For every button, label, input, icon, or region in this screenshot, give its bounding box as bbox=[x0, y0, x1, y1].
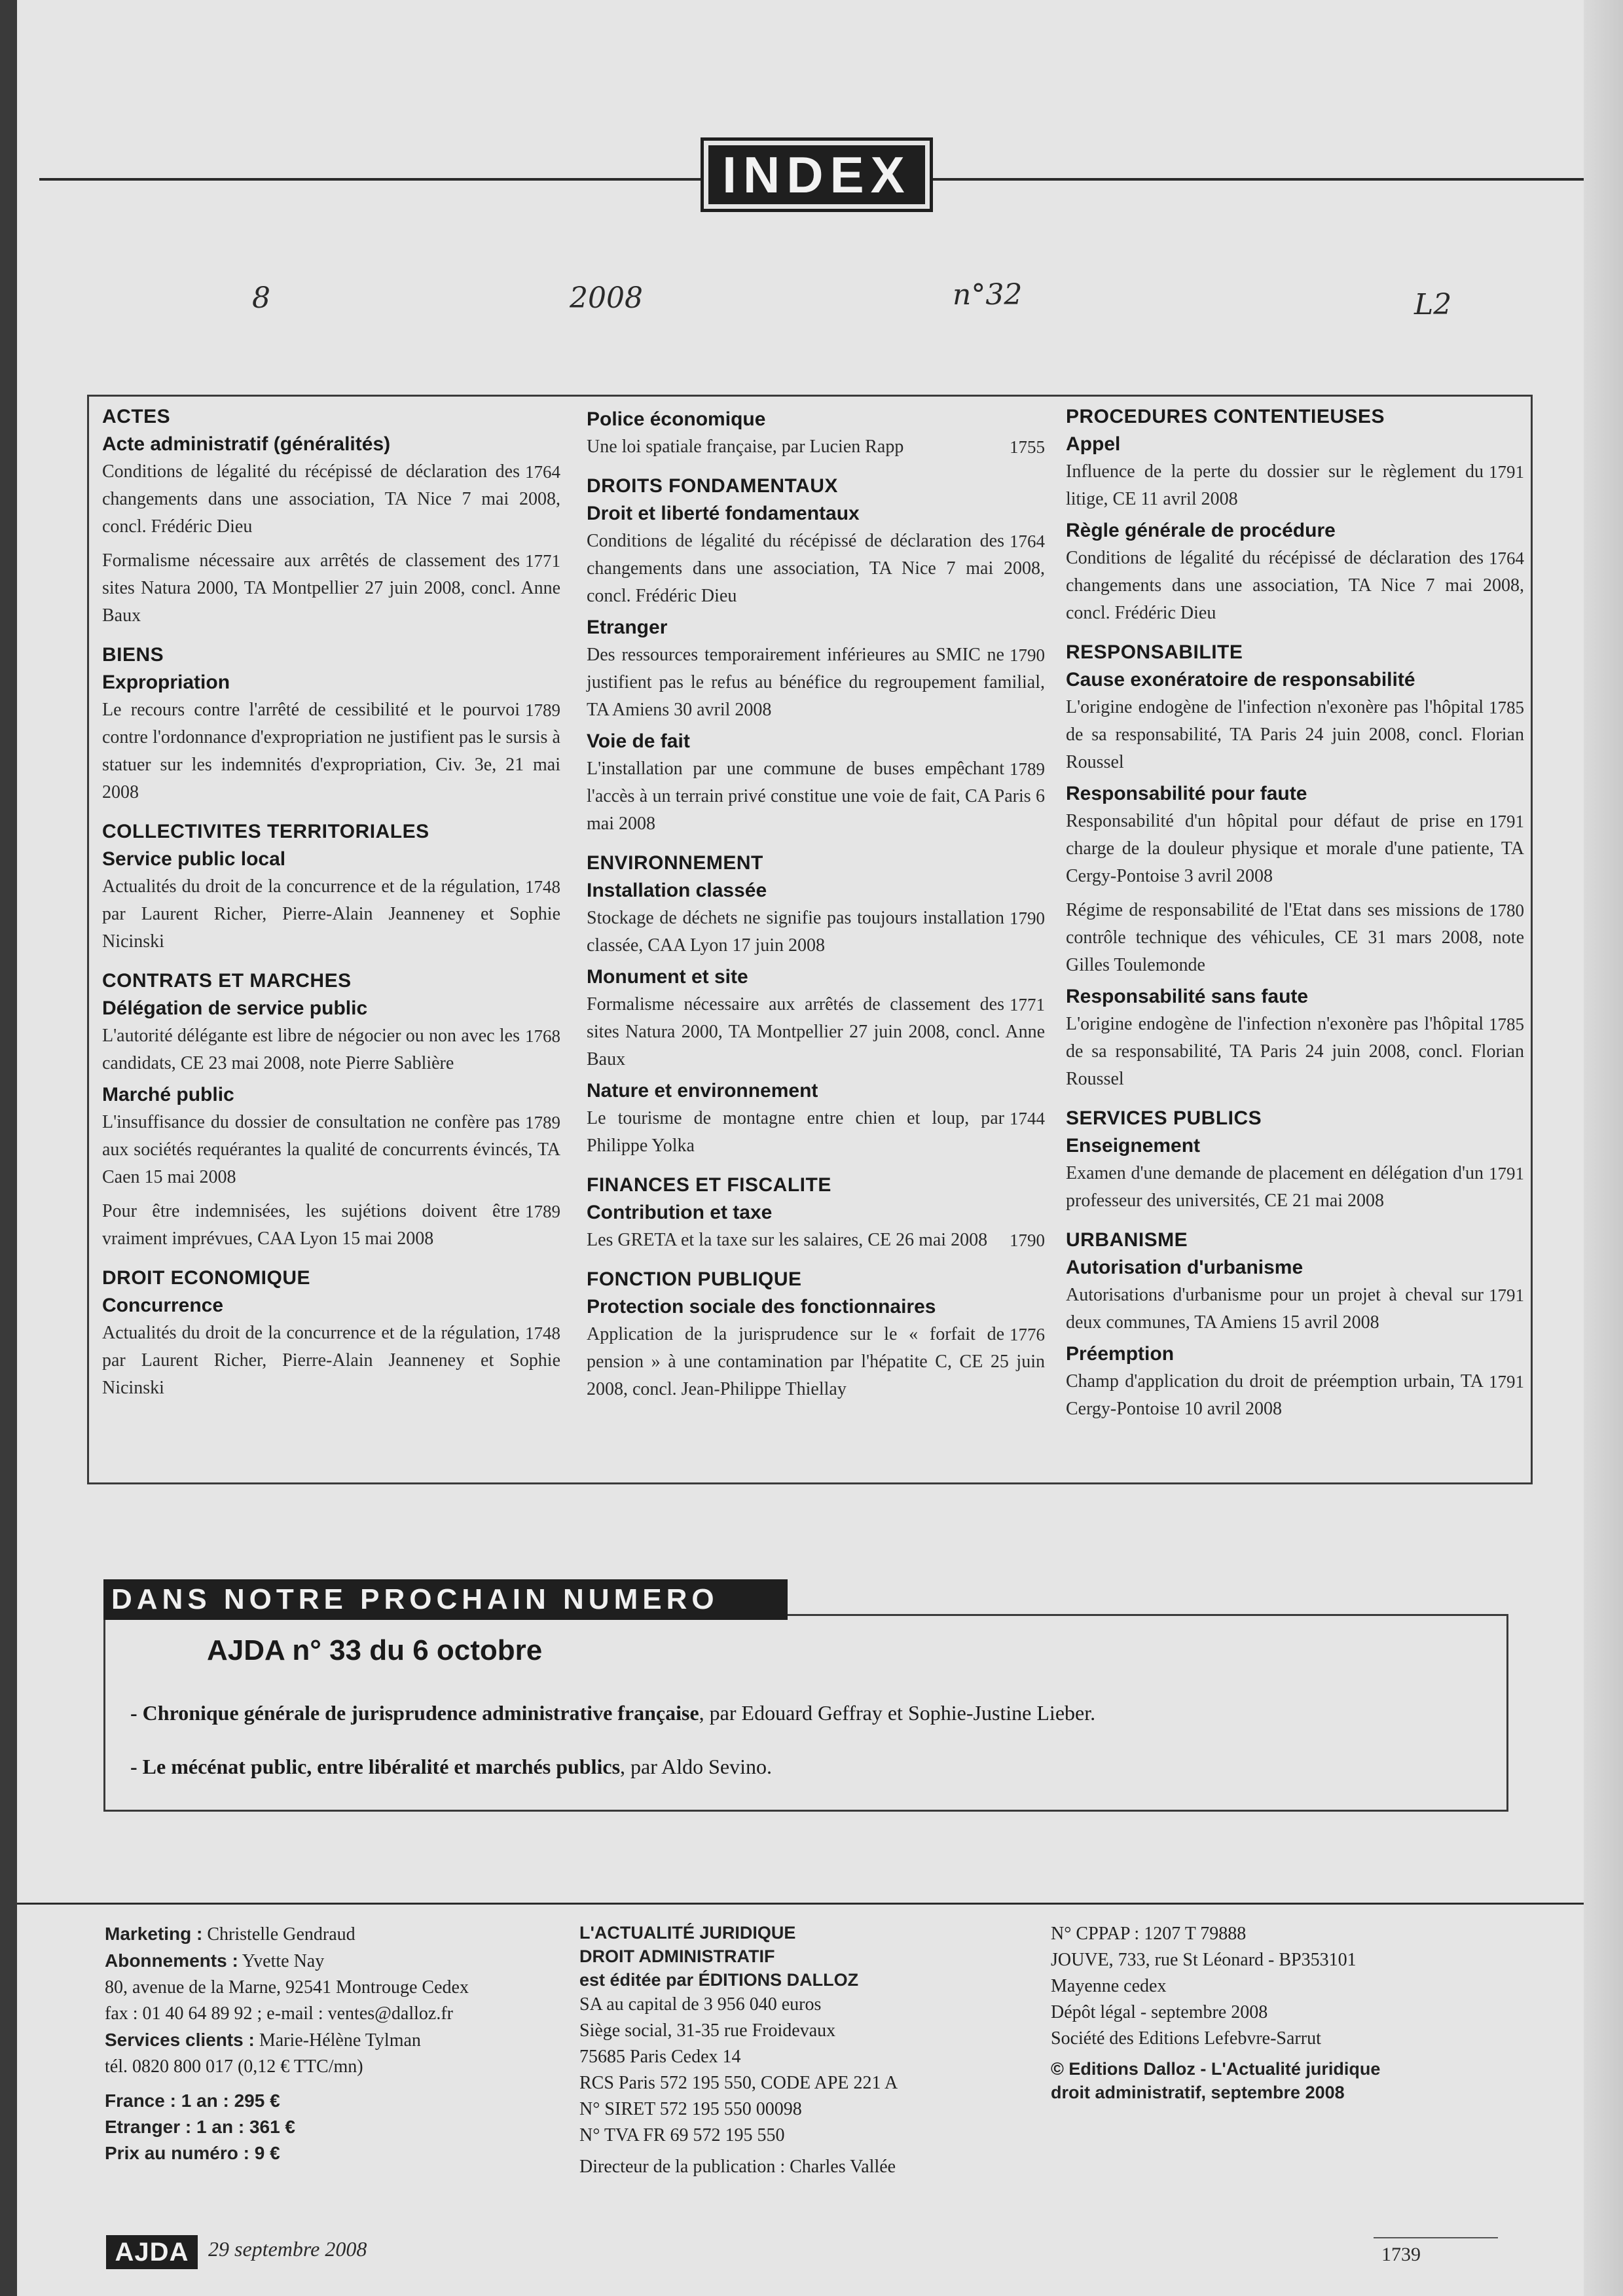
index-entry-text: Application de la jurisprudence sur le « forfait de pension » à une contamination par l'hépatite C, CE 25 juin 2008, concl. Jean-Philippe Thiellay bbox=[587, 1324, 1045, 1399]
index-entry-text: L'origine endogène de l'infection n'exonère pas l'hôpital de sa responsabilité, TA Paris 24 juin 2008, concl. Florian Roussel bbox=[1066, 1014, 1524, 1089]
index-entry bbox=[587, 991, 1045, 1073]
index-entry-text: Régime de responsabilité de l'Etat dans ses missions de contrôle technique des véhicules, CE 31 mars 2008, note Gilles Toulemonde bbox=[1066, 900, 1524, 975]
copyright-1: © Editions Dalloz - L'Actualité juridique bbox=[1051, 2059, 1381, 2079]
index-entry-page: 1789 bbox=[1010, 759, 1045, 779]
index-subheading: Acte administratif (généralités) bbox=[102, 433, 391, 455]
legal-cppap: N° CPPAP : 1207 T 79888 bbox=[1051, 1924, 1247, 1944]
index-entry-page: 1791 bbox=[1489, 1164, 1524, 1183]
publisher-city: 75685 Paris Cedex 14 bbox=[579, 2047, 741, 2067]
publisher-capital: SA au capital de 3 956 040 euros bbox=[579, 1994, 822, 2015]
publisher-tva: N° TVA FR 69 572 195 550 bbox=[579, 2125, 785, 2145]
index-entry-text: Stockage de déchets ne signifie pas toujours installation classée, CAA Lyon 17 juin 2008 bbox=[587, 908, 1004, 956]
ajda-logo-badge: AJDA bbox=[106, 2235, 198, 2269]
abonnements-line: Abonnements : Yvette Nay bbox=[105, 1950, 325, 1971]
index-entry-page: 1791 bbox=[1489, 812, 1524, 831]
index-entry bbox=[102, 1198, 560, 1253]
tel-line: tél. 0820 800 017 (0,12 € TTC/mn) bbox=[105, 2056, 363, 2077]
index-section-heading: URBANISME bbox=[1066, 1229, 1188, 1251]
next-issue-item-1-author: , par Edouard Geffray et Sophie-Justine Lieber. bbox=[699, 1701, 1096, 1725]
footer-rule bbox=[17, 1903, 1584, 1905]
index-subheading: Contribution et taxe bbox=[587, 1202, 773, 1223]
index-subheading: Installation classée bbox=[587, 880, 767, 901]
index-section-heading: DROIT ECONOMIQUE bbox=[102, 1267, 311, 1289]
index-entry-page: 1771 bbox=[1010, 995, 1045, 1014]
index-entry-page: 1744 bbox=[1010, 1109, 1045, 1128]
publisher-title-2: DROIT ADMINISTRATIF bbox=[579, 1946, 775, 1966]
index-entry-text: L'autorité délégante est libre de négocier ou non avec les candidats, CE 23 mai 2008, note Pierre Sablière bbox=[102, 1026, 520, 1073]
index-entry bbox=[587, 528, 1045, 610]
index-entry-page: 1790 bbox=[1010, 908, 1045, 928]
publisher-title-3: est éditée par ÉDITIONS DALLOZ bbox=[579, 1970, 859, 1990]
scan-edge-left bbox=[0, 0, 17, 2296]
index-entry-page: 1791 bbox=[1489, 462, 1524, 482]
index-entry bbox=[587, 433, 1045, 461]
index-subheading: Voie de fait bbox=[587, 730, 690, 752]
next-issue-band-label: DANS NOTRE PROCHAIN NUMERO bbox=[111, 1583, 719, 1615]
index-subheading: Nature et environnement bbox=[587, 1080, 818, 1102]
index-entry bbox=[587, 641, 1045, 724]
index-entry bbox=[587, 1321, 1045, 1403]
index-entry-text: Le tourisme de montagne entre chien et loup, par Philippe Yolka bbox=[587, 1108, 1004, 1156]
index-entry bbox=[1066, 1368, 1524, 1423]
index-subheading: Expropriation bbox=[102, 672, 230, 693]
publisher-rcs: RCS Paris 572 195 550, CODE APE 221 A bbox=[579, 2073, 898, 2093]
index-section-heading: ENVIRONNEMENT bbox=[587, 852, 763, 874]
index-title: INDEX bbox=[722, 145, 911, 204]
index-entry-text: Pour être indemnisées, les sujétions doivent être vraiment imprévues, CAA Lyon 15 mai 2008 bbox=[102, 1201, 520, 1249]
index-subheading: Protection sociale des fonctionnaires bbox=[587, 1296, 936, 1318]
index-entry-page: 1764 bbox=[525, 462, 560, 482]
index-subheading: Service public local bbox=[102, 848, 286, 870]
legal-city: Mayenne cedex bbox=[1051, 1976, 1167, 1996]
index-entry-page: 1780 bbox=[1489, 901, 1524, 920]
index-section-heading: CONTRATS ET MARCHES bbox=[102, 970, 352, 992]
next-issue-band bbox=[103, 1579, 788, 1620]
index-entry-text: Champ d'application du droit de préemption urbain, TA Cergy-Pontoise 10 avril 2008 bbox=[1066, 1371, 1484, 1419]
footer-publisher bbox=[579, 1921, 1012, 2180]
index-subheading: Appel bbox=[1066, 433, 1121, 455]
index-entry bbox=[1066, 1160, 1524, 1215]
index-entry bbox=[102, 1319, 560, 1402]
handwritten-note-3: n°32 bbox=[953, 278, 1023, 312]
marketing-line: Marketing : Christelle Gendraud bbox=[105, 1924, 356, 1945]
index-entry-text: Examen d'une demande de placement en délégation d'un professeur des universités, CE 21 mai 2008 bbox=[1066, 1163, 1484, 1211]
index-entry-text: Conditions de légalité du récépissé de déclaration des changements dans une association, TA Nice 7 mai 2008, concl. Frédéric Dieu bbox=[587, 531, 1045, 606]
next-issue-item-2 bbox=[130, 1755, 772, 1779]
index-entry-page: 1768 bbox=[525, 1026, 560, 1046]
index-entry-text: L'origine endogène de l'infection n'exonère pas l'hôpital de sa responsabilité, TA Paris 24 juin 2008, concl. Florian Roussel bbox=[1066, 697, 1524, 772]
index-entry-page: 1776 bbox=[1010, 1325, 1045, 1344]
address-line: 80, avenue de la Marne, 92541 Montrouge Cedex bbox=[105, 1977, 469, 1998]
index-entry bbox=[1066, 808, 1524, 890]
index-subheading: Droit et liberté fondamentaux bbox=[587, 503, 860, 524]
index-entry-text: Une loi spatiale française, par Lucien Rapp bbox=[587, 437, 904, 457]
index-entry-page: 1755 bbox=[1010, 437, 1045, 457]
index-entry-page: 1789 bbox=[525, 1113, 560, 1132]
index-entry-text: Actualités du droit de la concurrence et de la régulation, par Laurent Richer, Pierre-Alain Jeanneney et Sophie Nicinski bbox=[102, 1323, 560, 1398]
fax-line: fax : 01 40 64 89 92 ; e-mail : ventes@dalloz.fr bbox=[105, 2003, 453, 2024]
index-entry bbox=[1066, 458, 1524, 513]
handwritten-note-1: 8 bbox=[252, 281, 270, 315]
index-entry-text: Des ressources temporairement inférieures au SMIC ne justifient pas le refus au bénéfice du regroupement familial, TA Amiens 30 avril 2008 bbox=[587, 645, 1045, 720]
index-subheading: Cause exonératoire de responsabilité bbox=[1066, 669, 1415, 691]
index-section-heading: BIENS bbox=[102, 644, 164, 666]
index-entry bbox=[1066, 694, 1524, 776]
index-entry bbox=[102, 1109, 560, 1191]
index-entry-page: 1785 bbox=[1489, 698, 1524, 717]
index-box bbox=[87, 395, 1533, 1484]
index-entry-text: Actualités du droit de la concurrence et de la régulation, par Laurent Richer, Pierre-Alain Jeanneney et Sophie Nicinski bbox=[102, 876, 560, 952]
page-number: 1739 bbox=[1381, 2244, 1421, 2265]
index-entry-text: L'insuffisance du dossier de consultation ne confère pas aux sociétés requérantes la qualité de concurrents évincés, TA Caen 15 mai 2008 bbox=[102, 1112, 560, 1187]
index-entry bbox=[1066, 545, 1524, 627]
index-title-badge bbox=[704, 141, 930, 209]
index-entry bbox=[102, 458, 560, 541]
index-section-heading: SERVICES PUBLICS bbox=[1066, 1107, 1262, 1129]
next-issue-title: AJDA n° 33 du 6 octobre bbox=[207, 1634, 543, 1666]
index-subheading: Délégation de service public bbox=[102, 997, 368, 1019]
index-section-heading: DROITS FONDAMENTAUX bbox=[587, 475, 838, 497]
index-entry bbox=[587, 1227, 1045, 1254]
index-entry-page: 1790 bbox=[1010, 1230, 1045, 1250]
legal-printer: JOUVE, 733, rue St Léonard - BP353101 bbox=[1051, 1950, 1357, 1970]
legal-depot: Dépôt légal - septembre 2008 bbox=[1051, 2002, 1268, 2022]
price-etranger: Etranger : 1 an : 361 € bbox=[105, 2117, 296, 2137]
index-subheading: Etranger bbox=[587, 617, 668, 638]
index-entry-page: 1771 bbox=[525, 551, 560, 571]
index-entry-page: 1764 bbox=[1489, 548, 1524, 568]
index-subheading: Responsabilité pour faute bbox=[1066, 783, 1307, 804]
index-entry bbox=[102, 1022, 560, 1077]
next-issue-item-1 bbox=[130, 1701, 1095, 1725]
index-column-1 bbox=[102, 403, 560, 1408]
index-section-heading: FINANCES ET FISCALITE bbox=[587, 1174, 831, 1196]
index-subheading: Marché public bbox=[102, 1084, 234, 1105]
index-entry-text: Conditions de légalité du récépissé de déclaration des changements dans une association, TA Nice 7 mai 2008, concl. Frédéric Dieu bbox=[102, 461, 560, 537]
index-subheading: Autorisation d'urbanisme bbox=[1066, 1257, 1304, 1278]
index-subheading: Monument et site bbox=[587, 966, 748, 988]
index-entry-text: Formalisme nécessaire aux arrêtés de classement des sites Natura 2000, TA Montpellier 27 juin 2008, concl. Anne Baux bbox=[102, 550, 560, 626]
index-entry-page: 1791 bbox=[1489, 1372, 1524, 1391]
index-entry-text: L'installation par une commune de buses empêchant l'accès à un terrain privé constitue une voie de fait, CA Paris 6 mai 2008 bbox=[587, 759, 1045, 834]
price-france: France : 1 an : 295 € bbox=[105, 2090, 280, 2111]
footer-contacts bbox=[105, 1921, 563, 2166]
index-section-heading: FONCTION PUBLIQUE bbox=[587, 1268, 802, 1290]
index-subheading: Responsabilité sans faute bbox=[1066, 986, 1309, 1007]
index-entry-page: 1789 bbox=[525, 1202, 560, 1221]
index-entry-text: Les GRETA et la taxe sur les salaires, CE 26 mai 2008 bbox=[587, 1230, 988, 1250]
footer-legal bbox=[1051, 1921, 1496, 2104]
page-number-rule bbox=[1374, 2237, 1498, 2238]
index-column-2 bbox=[587, 403, 1045, 1410]
index-entry bbox=[1066, 1282, 1524, 1336]
index-entry bbox=[102, 696, 560, 806]
index-entry-page: 1748 bbox=[525, 877, 560, 897]
index-subheading: Enseignement bbox=[1066, 1135, 1201, 1157]
index-entry-text: Influence de la perte du dossier sur le règlement du litige, CE 11 avril 2008 bbox=[1066, 461, 1484, 509]
next-issue-item-1-title: - Chronique générale de jurisprudence administrative française bbox=[130, 1701, 699, 1725]
index-subheading: Préemption bbox=[1066, 1343, 1175, 1365]
copyright-2: droit administratif, septembre 2008 bbox=[1051, 2083, 1345, 2102]
next-issue-box bbox=[103, 1614, 1508, 1812]
next-issue-item-2-author: , par Aldo Sevino. bbox=[620, 1755, 773, 1778]
price-issue: Prix au numéro : 9 € bbox=[105, 2143, 280, 2163]
publisher-siege: Siège social, 31-35 rue Froidevaux bbox=[579, 2020, 836, 2041]
index-section-heading: ACTES bbox=[102, 406, 171, 427]
index-entry bbox=[102, 873, 560, 956]
issue-date: 29 septembre 2008 bbox=[208, 2237, 367, 2261]
publisher-siret: N° SIRET 572 195 550 00098 bbox=[579, 2099, 802, 2119]
index-entry-page: 1791 bbox=[1489, 1285, 1524, 1305]
index-entry-text: Formalisme nécessaire aux arrêtés de classement des sites Natura 2000, TA Montpellier 27 juin 2008, concl. Anne Baux bbox=[587, 994, 1045, 1069]
index-entry bbox=[587, 755, 1045, 838]
handwritten-note-4: L2 bbox=[1414, 288, 1452, 321]
index-column-3 bbox=[1066, 403, 1524, 1429]
handwritten-note-2: 2008 bbox=[570, 281, 643, 315]
index-entry-page: 1785 bbox=[1489, 1014, 1524, 1034]
index-subheading: Police économique bbox=[587, 408, 766, 430]
index-section-heading: COLLECTIVITES TERRITORIALES bbox=[102, 821, 429, 842]
index-entry bbox=[587, 1105, 1045, 1160]
index-section-heading: PROCEDURES CONTENTIEUSES bbox=[1066, 406, 1385, 427]
publisher-director: Directeur de la publication : Charles Vallée bbox=[579, 2157, 896, 2177]
index-entry-text: Conditions de légalité du récépissé de déclaration des changements dans une association, TA Nice 7 mai 2008, concl. Frédéric Dieu bbox=[1066, 548, 1524, 623]
index-entry bbox=[1066, 897, 1524, 979]
legal-societe: Société des Editions Lefebvre-Sarrut bbox=[1051, 2028, 1321, 2049]
index-subheading: Concurrence bbox=[102, 1295, 224, 1316]
index-entry-text: Autorisations d'urbanisme pour un projet à cheval sur deux communes, TA Amiens 15 avril 2008 bbox=[1066, 1285, 1484, 1333]
index-entry bbox=[102, 547, 560, 630]
index-entry-text: Responsabilité d'un hôpital pour défaut de prise en charge de la douleur physique et morale d'une patiente, TA Cergy-Pontoise 3 avril 2008 bbox=[1066, 811, 1524, 886]
index-section-heading: RESPONSABILITE bbox=[1066, 641, 1243, 663]
index-entry bbox=[1066, 1011, 1524, 1093]
index-entry-text: Le recours contre l'arrêté de cessibilité et le pourvoi contre l'ordonnance d'expropriation ne justifient pas le sursis à statuer sur les indemnités d'expropriation, Civ. 3e, 21 mai 2008 bbox=[102, 700, 560, 802]
index-entry bbox=[587, 905, 1045, 960]
index-entry-page: 1748 bbox=[525, 1323, 560, 1343]
next-issue-item-2-title: - Le mécénat public, entre libéralité et marchés publics bbox=[130, 1755, 621, 1778]
index-subheading: Règle générale de procédure bbox=[1066, 520, 1336, 541]
scan-edge-right bbox=[1584, 0, 1623, 2296]
publisher-title-1: L'ACTUALITÉ JURIDIQUE bbox=[579, 1923, 796, 1943]
index-entry-page: 1789 bbox=[525, 700, 560, 720]
index-entry-page: 1790 bbox=[1010, 645, 1045, 665]
index-entry-page: 1764 bbox=[1010, 531, 1045, 551]
services-line: Services clients : Marie-Hélène Tylman bbox=[105, 2030, 421, 2051]
